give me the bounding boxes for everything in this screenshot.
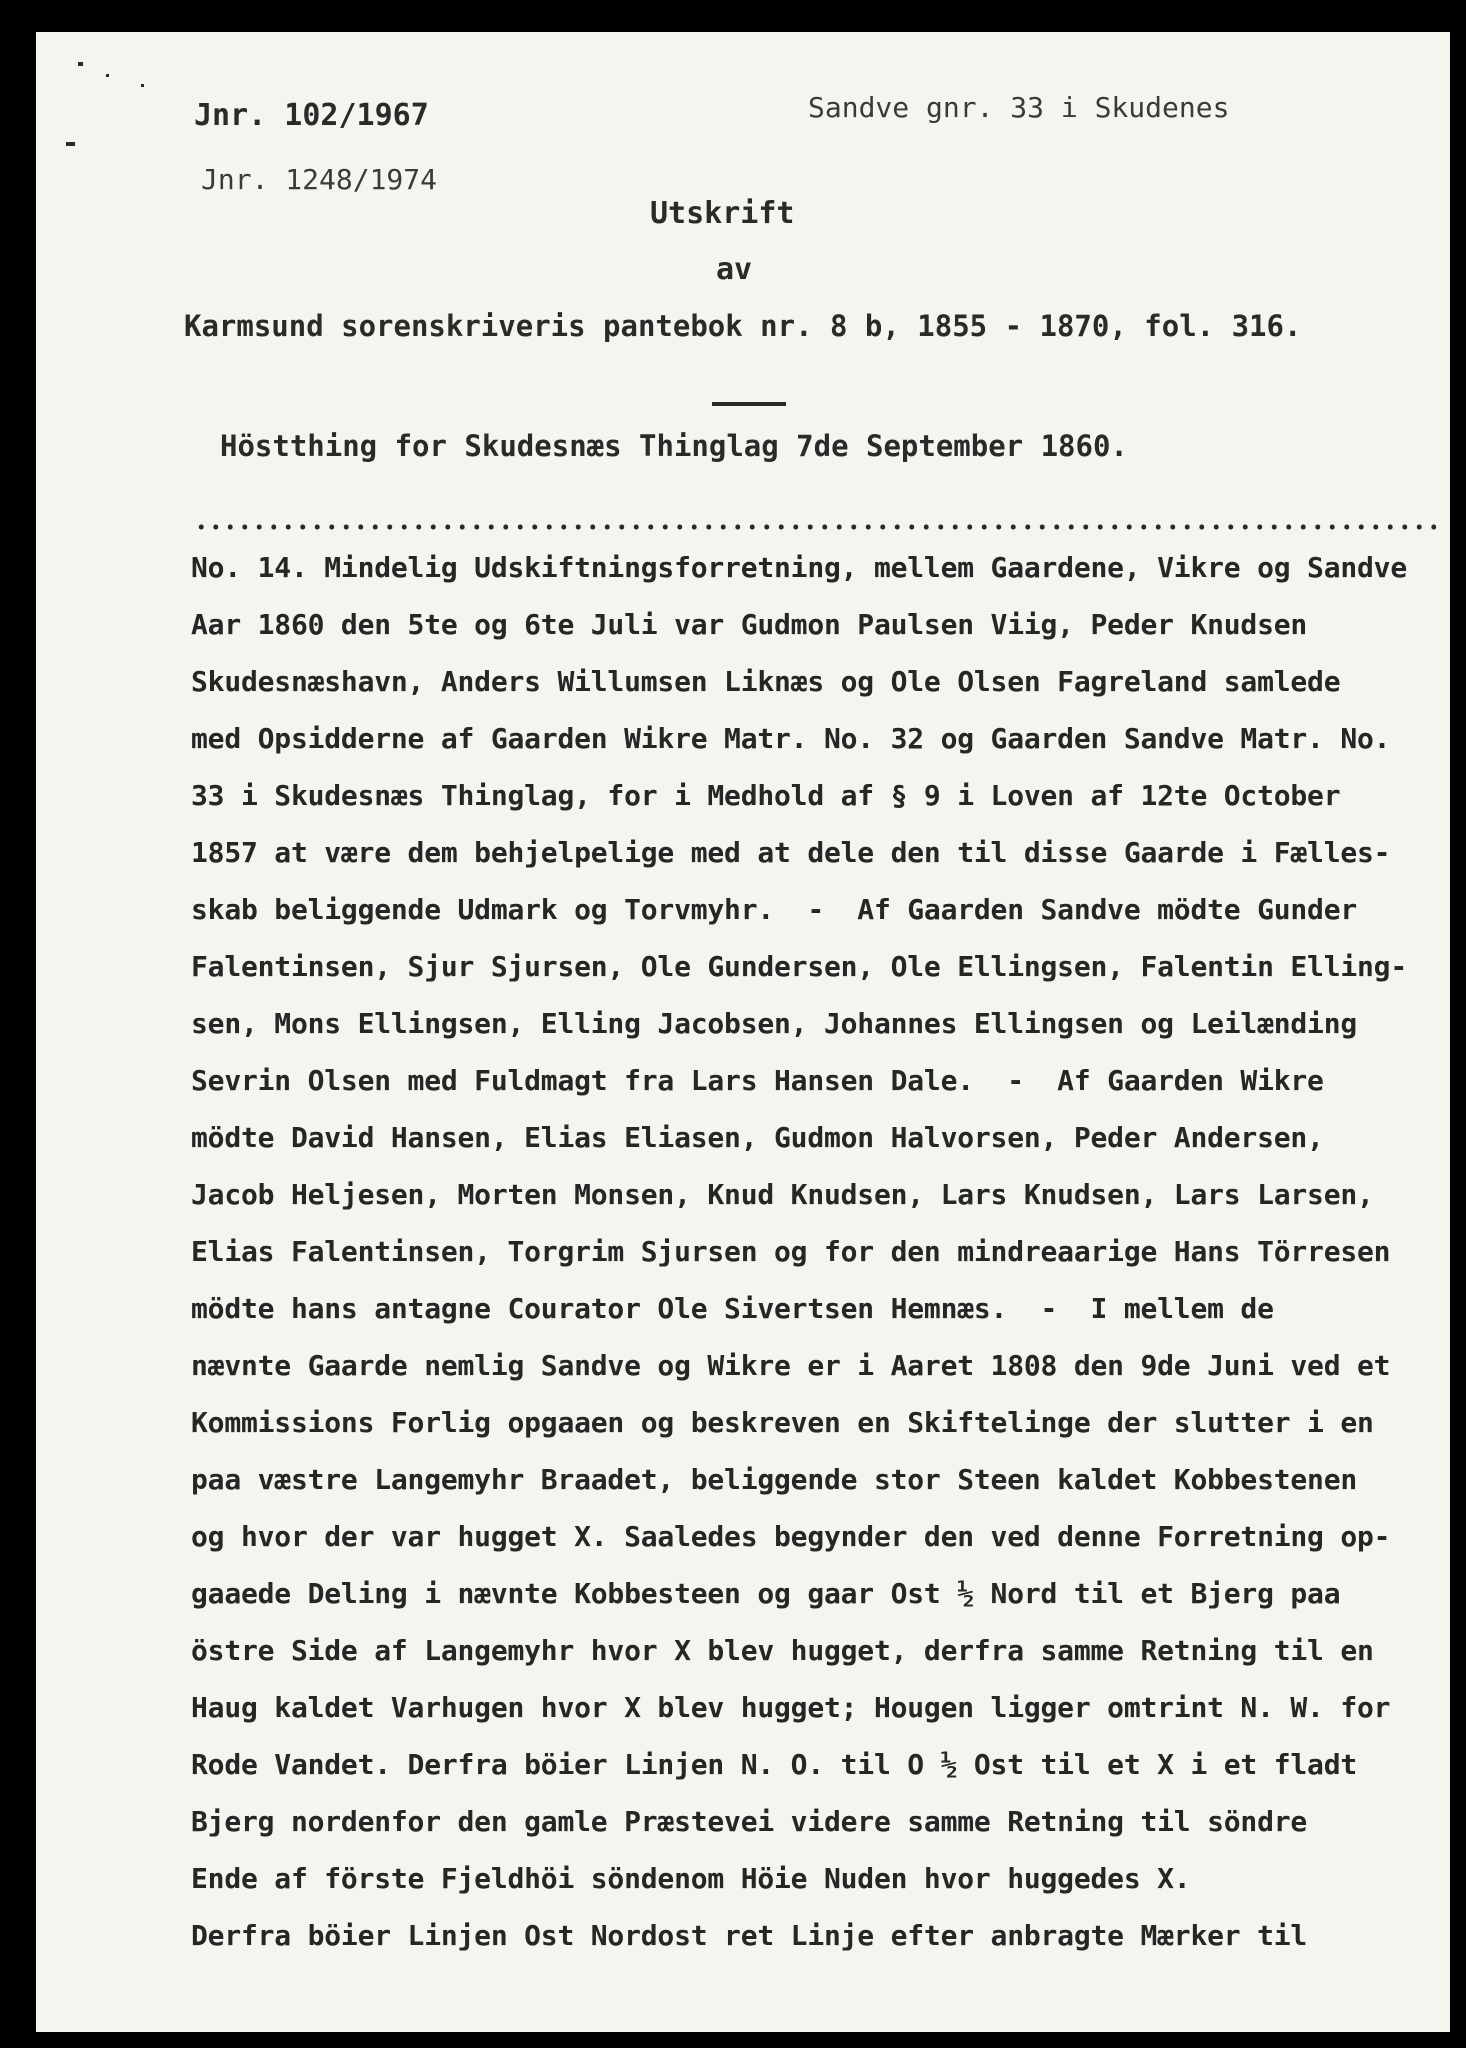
- document-page: [36, 32, 1450, 2032]
- body-line: Skudesnæshavn, Anders Willumsen Liknæs og Ole Olsen Fagreland samlede: [191, 665, 1341, 698]
- title-connector: av: [716, 252, 753, 287]
- body-line: Elias Falentinsen, Torgrim Sjursen og for den mindreaarige Hans Törresen: [191, 1235, 1391, 1268]
- body-line: sen, Mons Ellingsen, Elling Jacobsen, Johannes Ellingsen og Leilænding: [191, 1007, 1358, 1040]
- body-line: Rode Vandet. Derfra böier Linjen N. O. til O ½ Ost til et X i et fladt: [191, 1748, 1358, 1781]
- body-line: östre Side af Langemyhr hvor X blev hugget, derfra samme Retning til en: [191, 1634, 1374, 1667]
- body-line: Bjerg nordenfor den gamle Præstevei videre samme Retning til söndre: [191, 1805, 1308, 1838]
- body-line: skab beliggende Udmark og Torvmyhr. - Af Gaarden Sandve mödte Gunder: [191, 893, 1358, 926]
- margin-mark: [66, 142, 75, 146]
- body-line: Derfra böier Linjen Ost Nordost ret Linje efter anbragte Mærker til: [191, 1919, 1308, 1952]
- body-line: paa væstre Langemyhr Braadet, beliggende stor Steen kaldet Kobbestenen: [191, 1463, 1358, 1496]
- body-line: mödte hans antagne Courator Ole Sivertsen Hemnæs. - I mellem de: [191, 1292, 1274, 1325]
- body-line: nævnte Gaarde nemlig Sandve og Wikre er i Aaret 1808 den 9de Juni ved et: [191, 1349, 1391, 1382]
- journal-number-1967: Jnr. 102/1967: [194, 98, 429, 133]
- body-line: og hvor der var hugget X. Saaledes begynder den ved denne Forretning op-: [191, 1520, 1391, 1553]
- body-line: Falentinsen, Sjur Sjursen, Ole Gundersen, Ole Ellingsen, Falentin Elling-: [191, 950, 1407, 983]
- source-reference: Karmsund sorenskriveris pantebok nr. 8 b, 1855 - 1870, fol. 316.: [184, 309, 1302, 343]
- body-line: gaaede Deling i nævnte Kobbesteen og gaar Ost ½ Nord til et Bjerg paa: [191, 1577, 1341, 1610]
- body-line: Ende af förste Fjeldhöi söndenom Höie Nuden hvor huggedes X.: [191, 1862, 1191, 1895]
- body-line: Haug kaldet Varhugen hvor X blev hugget; Hougen ligger omtrint N. W. for: [191, 1691, 1391, 1724]
- body-line: med Opsidderne af Gaarden Wikre Matr. No. 32 og Gaarden Sandve Matr. No.: [191, 722, 1391, 755]
- body-line: Sevrin Olsen med Fuldmagt fra Lars Hansen Dale. - Af Gaarden Wikre: [191, 1064, 1324, 1097]
- title-underline: [712, 402, 786, 406]
- property-reference: Sandve gnr. 33 i Skudenes: [808, 91, 1230, 124]
- body-line: No. 14. Mindelig Udskiftningsforretning, mellem Gaardene, Vikre og Sandve: [191, 551, 1407, 584]
- document-title: Utskrift: [650, 196, 795, 231]
- court-session-heading: Höstthing for Skudesnæs Thinglag 7de September 1860.: [220, 429, 1128, 463]
- dotted-separator: [194, 524, 1438, 530]
- body-line: Aar 1860 den 5te og 6te Juli var Gudmon Paulsen Viig, Peder Knudsen: [191, 608, 1308, 641]
- body-line: Kommissions Forlig opgaaen og beskreven en Skiftelinge der slutter i en: [191, 1406, 1374, 1439]
- body-line: mödte David Hansen, Elias Eliasen, Gudmon Halvorsen, Peder Andersen,: [191, 1121, 1324, 1154]
- body-line: Jacob Heljesen, Morten Monsen, Knud Knudsen, Lars Knudsen, Lars Larsen,: [191, 1178, 1374, 1211]
- margin-mark: [78, 62, 83, 66]
- body-line: 33 i Skudesnæs Thinglag, for i Medhold af § 9 i Loven af 12te October: [191, 779, 1341, 812]
- margin-mark: [141, 84, 144, 87]
- body-line: 1857 at være dem behjelpelige med at dele den til disse Gaarde i Fælles-: [191, 836, 1391, 869]
- journal-number-1974: Jnr. 1248/1974: [201, 163, 438, 196]
- margin-mark: [106, 74, 109, 77]
